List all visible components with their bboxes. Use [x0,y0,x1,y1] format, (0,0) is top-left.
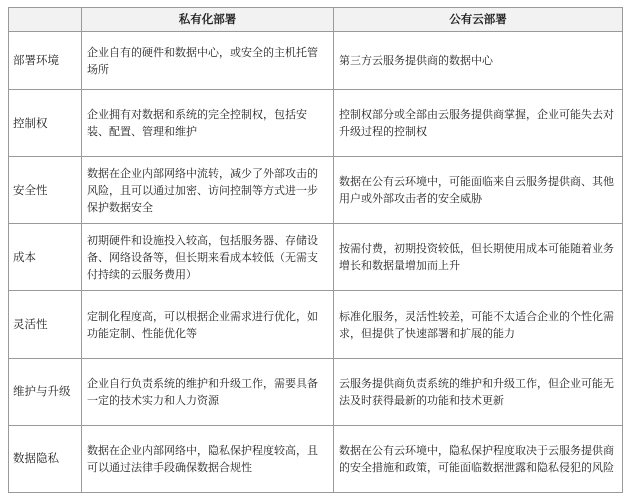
private-cell: 定制化程度高，可以根据企业需求进行优化，如功能定制、性能优化等 [82,291,334,358]
table-row [9,157,623,224]
row-label: 成本 [9,224,82,291]
header-row [9,8,623,32]
table-row [9,358,623,425]
table-row [9,291,623,358]
private-cell: 企业自行负责系统的维护和升级工作，需要具备一定的技术实力和人力资源 [82,358,334,425]
row-label: 控制权 [9,90,82,157]
comparison-table [8,7,623,493]
public-cell: 云服务提供商负责系统的维护和升级工作，但企业可能无法及时获得最新的功能和技术更新 [334,358,623,425]
table-row [9,90,623,157]
private-cell: 初期硬件和设施投入较高，包括服务器、存储设备、网络设备等，但长期来看成本较低（无需支付持续的云服务费用） [82,224,334,291]
header-public-cloud-deployment: 公有云部署 [334,8,623,32]
row-label: 安全性 [9,157,82,224]
row-label: 维护与升级 [9,358,82,425]
header-private-deployment: 私有化部署 [82,8,334,32]
private-cell: 企业拥有对数据和系统的完全控制权，包括安装、配置、管理和维护 [82,90,334,157]
public-cell: 按需付费，初期投资较低，但长期使用成本可能随着业务增长和数据量增加而上升 [334,224,623,291]
table-row [9,425,623,492]
public-cell: 第三方云服务提供商的数据中心 [334,32,623,90]
row-label: 灵活性 [9,291,82,358]
table-row [9,32,623,90]
private-cell: 企业自有的硬件和数据中心，或安全的主机托管场所 [82,32,334,90]
public-cell: 数据在公有云环境中，可能面临来自云服务提供商、其他用户或外部攻击者的安全威胁 [334,157,623,224]
header-corner-cell [9,8,82,32]
row-label: 部署环境 [9,32,82,90]
private-cell: 数据在企业内部网络中流转，减少了外部攻击的风险，且可以通过加密、访问控制等方式进一步保护数据安全 [82,157,334,224]
public-cell: 标准化服务，灵活性较差，可能不太适合企业的个性化需求，但提供了快速部署和扩展的能力 [334,291,623,358]
table-row [9,224,623,291]
public-cell: 控制权部分或全部由云服务提供商掌握，企业可能失去对升级过程的控制权 [334,90,623,157]
row-label: 数据隐私 [9,425,82,492]
private-cell: 数据在企业内部网络中，隐私保护程度较高，且可以通过法律手段确保数据合规性 [82,425,334,492]
public-cell: 数据在公有云环境中，隐私保护程度取决于云服务提供商的安全措施和政策，可能面临数据泄露和隐私侵犯的风险 [334,425,623,492]
